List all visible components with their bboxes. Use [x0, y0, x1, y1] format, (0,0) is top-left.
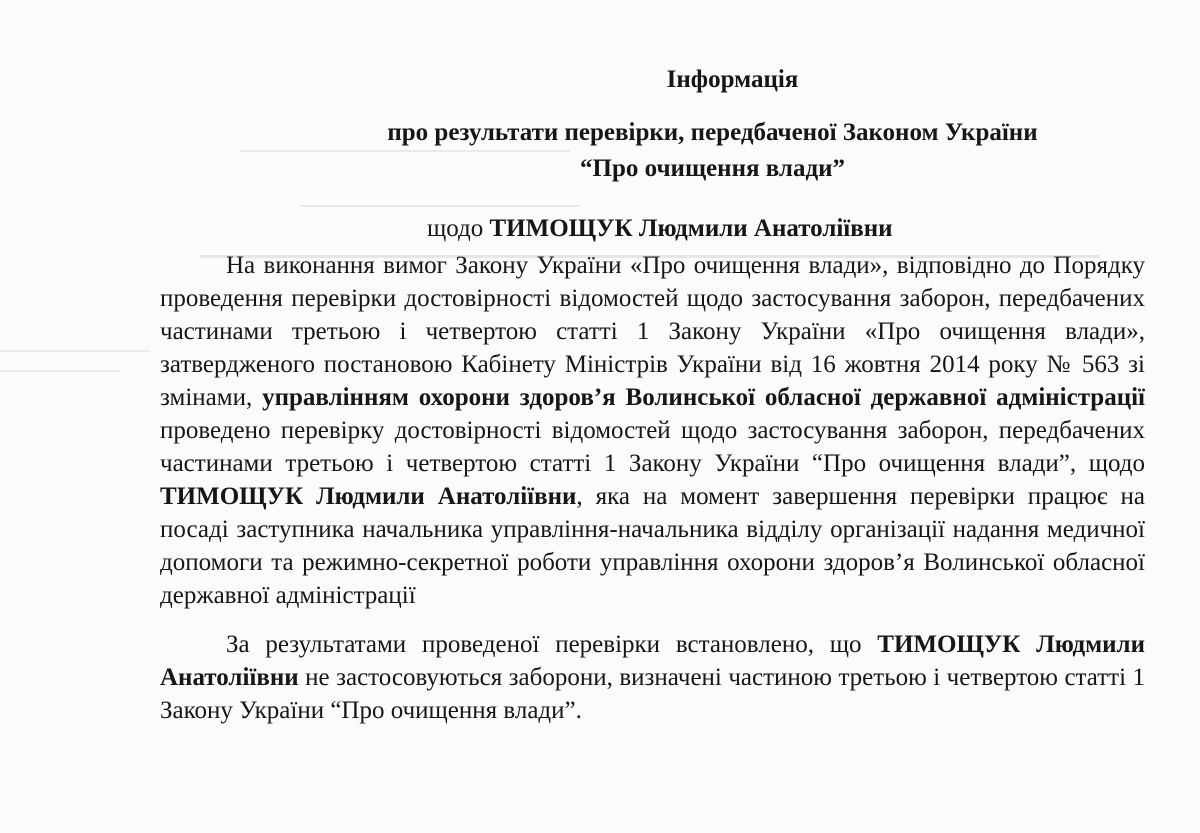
paragraph-result [160, 628, 1145, 727]
person-name-result: ТИМОЩУК Людмили Анатоліївни [160, 631, 1145, 691]
paragraph2-part2: не застосовуються заборони, визначені частиною третьою і четвертою статті 1 Закону України “Про очищення влади”. [160, 664, 1145, 724]
person-name: ТИМОЩУК Людмили Анатоліївни [160, 483, 577, 510]
document-heading [160, 62, 1145, 187]
subject-prefix: щодо [427, 215, 490, 242]
paragraph1-part3: , яка на момент завершення перевірки працює на посаді заступника начальника управління-начальника відділу організації надання медичної допомоги та режимно-секретної роботи управління охорони здоров’я Волинської обласної державної адміністрації [160, 483, 1145, 609]
paragraph-check-info [160, 249, 1145, 612]
organization-name: управлінням охорони здоров’я Волинської обласної державної адміністрації [262, 384, 1145, 411]
paragraph1-part2: проведено перевірку достовірності відомостей щодо застосування заборон, передбачених частинами третьою і четвертою статті 1 Закону України “Про очищення влади”, щодо [160, 417, 1145, 477]
subject-name: ТИМОЩУК Людмили Анатоліївни [489, 215, 893, 242]
document-title: Інформація [666, 66, 799, 93]
paragraph1-part1: На виконання вимог Закону України «Про очищення влади», відповідно до Порядку проведення перевірки достовірності відомостей щодо застосування заборон, передбачених частинами третьою і четвертою статті 1 Закону України «Про очищення влади», затвердженого постановою Кабінету Міністрів України від 16 жовтня 2014 року № 563 зі змінами, [160, 252, 1145, 411]
paragraph2-part1: За результатами проведеної перевірки встановлено, що [226, 631, 878, 658]
document-subtitle-line1: про результати перевірки, передбаченої Законом України [387, 119, 1038, 146]
document-subtitle-line2: “Про очищення влади” [580, 155, 845, 182]
subject-line [427, 211, 1145, 247]
